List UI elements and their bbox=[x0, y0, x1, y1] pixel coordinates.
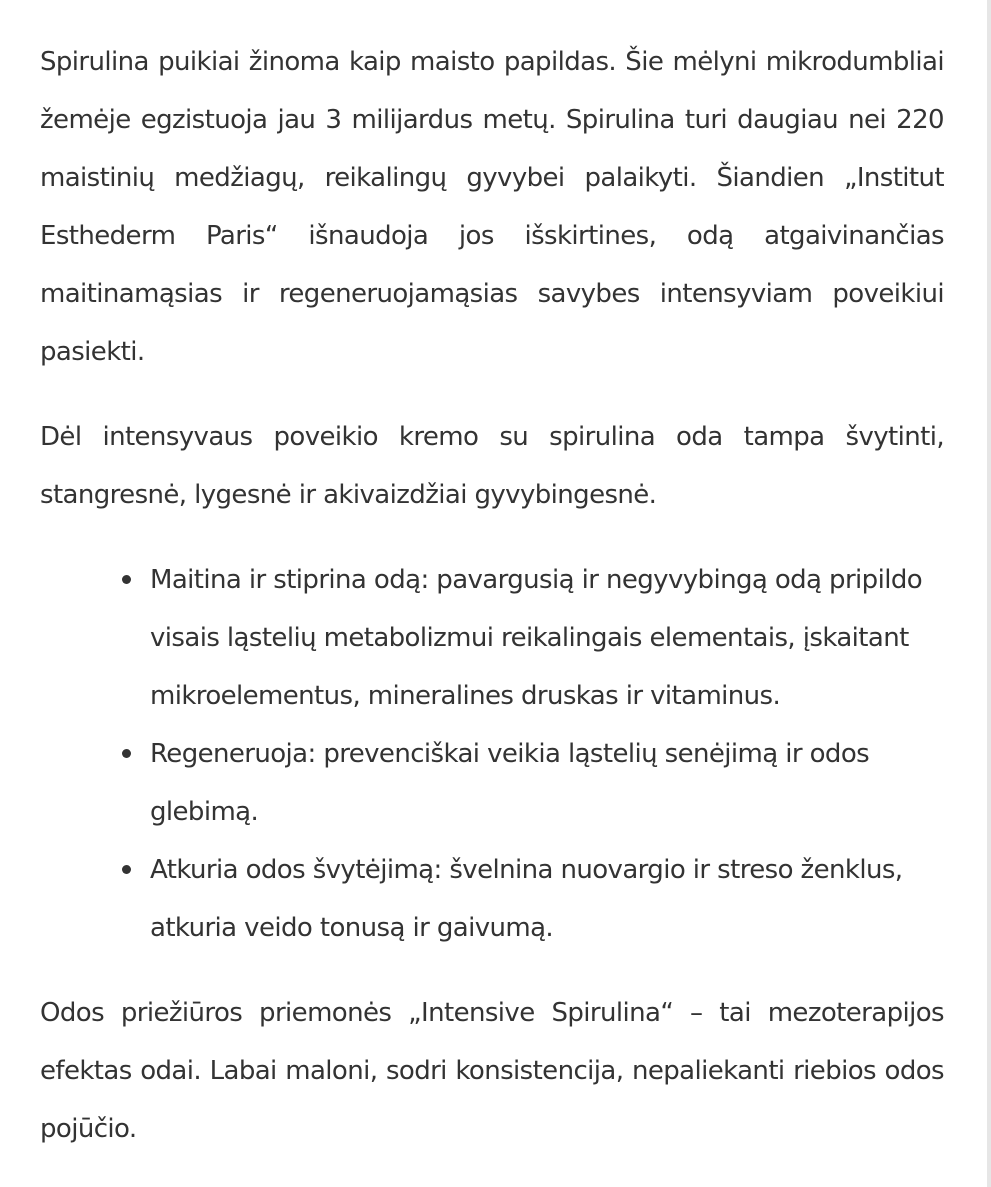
bullet-icon bbox=[122, 749, 131, 758]
list-item-text: Atkuria odos švytėjimą: švelnina nuovargio ir streso ženklus, atkuria veido tonusą ir gaivumą. bbox=[150, 855, 903, 943]
list-item-regenerate bbox=[150, 725, 944, 841]
effect-paragraph: Dėl intensyvaus poveikio kremo su spirulina oda tampa švytinti, stangresnė, lygesnė ir akivaizdžiai gyvybingesnė. bbox=[40, 422, 944, 510]
list-item-radiance bbox=[150, 841, 944, 957]
bullet-icon bbox=[122, 865, 131, 874]
bullet-icon bbox=[122, 575, 131, 584]
list-item-nourish bbox=[150, 551, 944, 725]
list-item-text: Regeneruoja: prevenciškai veikia ląstelių senėjimą ir odos glebimą. bbox=[150, 739, 870, 827]
benefits-list bbox=[40, 551, 944, 957]
intro-paragraph: Spirulina puikiai žinoma kaip maisto papildas. Šie mėlyni mikrodumbliai žemėje egzistuoja jau 3 milijardus metų. Spirulina turi daugiau nei 220 maistinių medžiagų, reikalingų gyvybei palaikyti. Šiandien „Institut Esthederm Paris“ išnaudoja jos išskirtines, odą atgaivinančias maitinamąsias ir regeneruojamąsias savybes intensyviam poveikiui pasiekti. bbox=[40, 47, 944, 367]
scrollbar-track[interactable] bbox=[987, 0, 991, 1187]
article-body bbox=[40, 33, 944, 1158]
list-item-text: Maitina ir stiprina odą: pavargusią ir negyvybingą odą pripildo visais ląstelių metabolizmui reikalingais elementais, įskaitant mikroelementus, mineralines druskas ir vitaminus. bbox=[150, 565, 923, 711]
closing-paragraph: Odos priežiūros priemonės „Intensive Spirulina“ – tai mezoterapijos efektas odai. Labai maloni, sodri konsistencija, nepaliekanti riebios odos pojūčio. bbox=[40, 998, 944, 1144]
